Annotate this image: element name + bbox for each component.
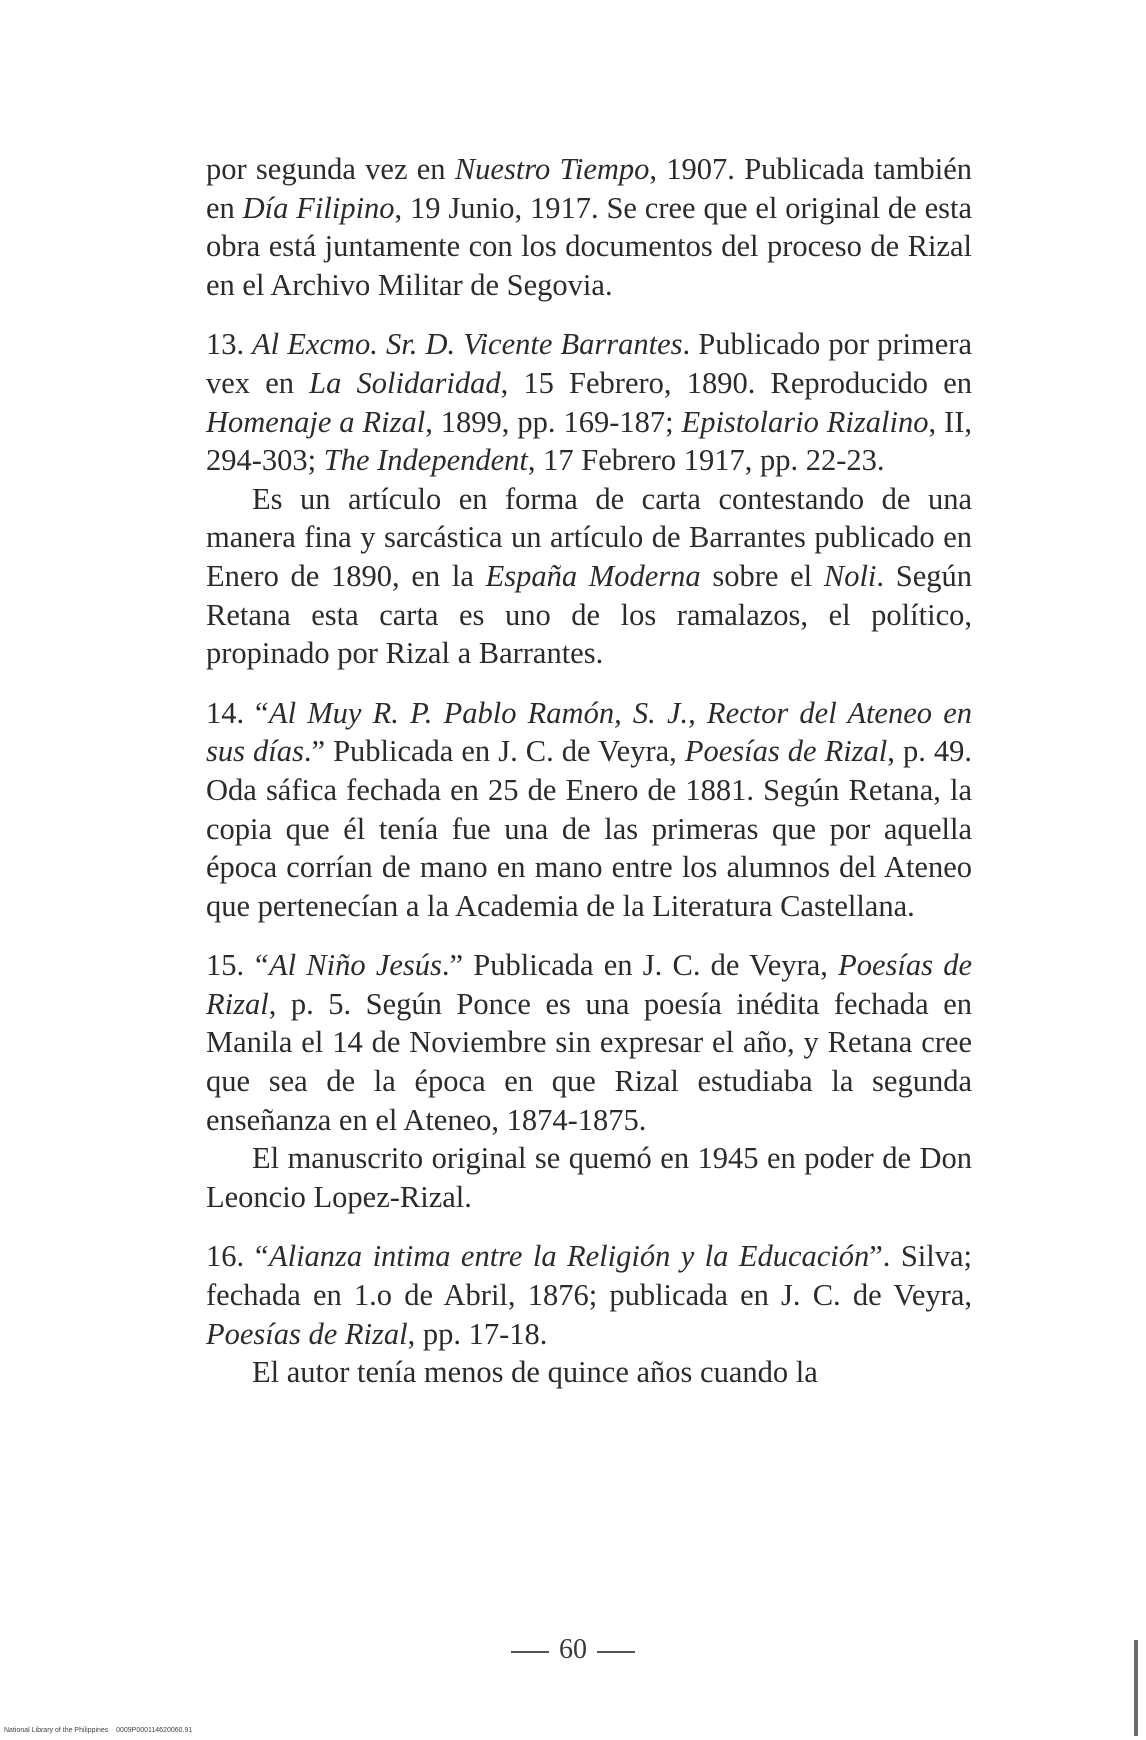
text-run: , 1907. Publicada también en (206, 152, 972, 225)
italic-title: The Independent (323, 443, 528, 478)
italic-title: Homenaje a Rizal (206, 404, 426, 439)
note-entry (206, 325, 972, 479)
footer-code: 0009P000114620060.91 (116, 1727, 193, 1734)
italic-title: Noli (823, 558, 877, 593)
text-run: .” Publicada en J. C. de Veyra, (441, 948, 839, 983)
italic-title: Epistolario Rizalino (681, 404, 929, 439)
note-number: 13. (206, 327, 245, 362)
text-run: , II, 294-303; (206, 404, 972, 478)
text-run: por segunda vez en (206, 152, 455, 186)
italic-title: “Al Niño Jesús (252, 948, 442, 983)
text-run: Es un artículo en forma de carta contestando de una manera fina y sarcástica un artículo de Barrantes publicado en Enero de 1890, en la (206, 481, 972, 593)
text-run: , 1899, pp. 169-187; (425, 404, 682, 439)
text-run: , pp. 17-18. (407, 1316, 548, 1351)
text-run: .” Publicada en J. C. de Veyra, (303, 734, 685, 769)
note-number: 16. (206, 1239, 245, 1274)
italic-title: Al Excmo. Sr. D. Vicente Barrantes (252, 327, 683, 362)
paragraph (206, 480, 972, 673)
text-run: . Según Retana esta carta es uno de los ramalazos, el político, propinado por Rizal a Barrantes. (206, 558, 972, 671)
scan-edge-mark (1134, 1640, 1138, 1736)
italic-title: La Solidaridad (309, 365, 501, 400)
italic-title: España Moderna (485, 558, 701, 593)
paragraph (206, 150, 972, 304)
paragraph (206, 1139, 972, 1216)
page-number (0, 1634, 1146, 1666)
text-run: El manuscrito original se quemó en 1945 en poder de Don Leoncio Lopez-Rizal. (206, 1141, 972, 1214)
folio-dash-right (597, 1651, 635, 1653)
note-entry (206, 946, 972, 1139)
paragraph (206, 1353, 972, 1392)
note-entry (206, 1237, 972, 1353)
italic-title: Poesías de Rizal (684, 734, 888, 769)
footer-library: National Library of the Philippines (4, 1727, 109, 1734)
text-run: , 15 Febrero, 1890. Reproducido en (500, 365, 972, 400)
folio-dash-left (511, 1651, 549, 1653)
note-number: 15. (206, 948, 245, 983)
italic-title: Poesías de Rizal (206, 948, 972, 1021)
scan-footer (4, 1727, 192, 1734)
note-number: 14. (206, 695, 245, 730)
text-run: . Publicado por primera vex en (206, 327, 973, 400)
italic-title: Día Filipino (242, 190, 395, 225)
text-run: El autor tenía menos de quince años cuando la (252, 1355, 818, 1390)
text-run: ”. Silva; fechada en 1.o de Abril, 1876; publicada en J. C. de Veyra, (206, 1239, 972, 1313)
text-run: , 17 Febrero 1917, pp. 22-23. (527, 443, 885, 478)
text-run: , p. 49. Oda sáfica fechada en 25 de Enero de 1881. Según Retana, la copia que él tenía fue una de las primeras que por aquella época corrían de mano en mano entre los alumnos del Ateneo que pertenecían a la Academia de la Literatura Castellana. (206, 734, 972, 923)
note-entry (206, 694, 972, 926)
text-run: , 19 Junio, 1917. Se cree que el original de esta obra está juntamente con los documentos del proceso de Rizal en el Archivo Militar de Segovia. (206, 190, 972, 302)
page-number-text: 60 (559, 1634, 587, 1665)
text-run: , p. 5. Según Ponce es una poesía inédita fechada en Manila el 14 de Noviembre sin expresar el año, y Retana cree que sea de la época en que Rizal estudiaba la segunda enseñanza en el Ateneo, 1874-1875. (206, 986, 972, 1137)
page-body (206, 150, 972, 1392)
italic-title: Poesías de Rizal (206, 1316, 408, 1351)
italic-title: “Al Muy R. P. Pablo Ramón, S. J., Rector del Ateneo en sus días (206, 695, 972, 769)
text-run: sobre el (700, 558, 824, 593)
italic-title: “Alianza intima entre la Religión y la Educación (252, 1239, 870, 1274)
italic-title: Nuestro Tiempo (454, 152, 650, 186)
